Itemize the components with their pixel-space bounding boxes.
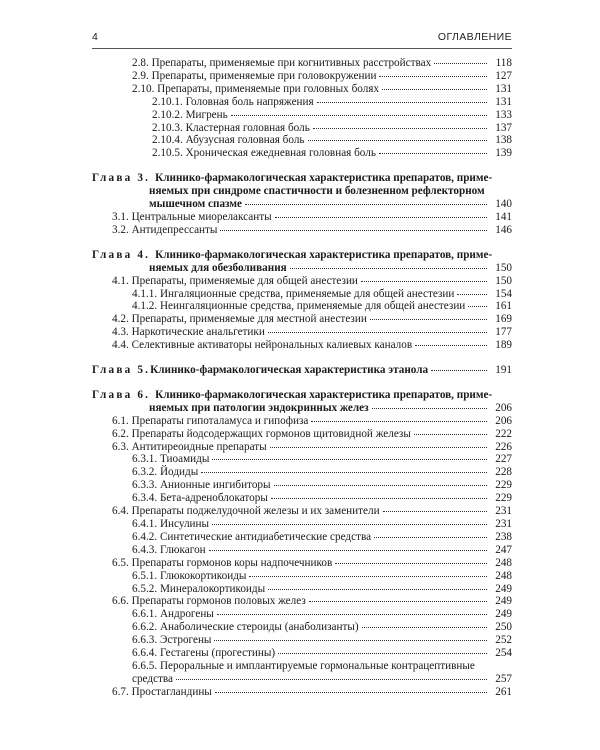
toc-entry[interactable] [92, 595, 512, 608]
toc-page-number: 249 [495, 595, 512, 608]
toc-page-number: 161 [495, 300, 512, 313]
toc-entry[interactable] [92, 647, 512, 660]
toc-line [132, 647, 512, 660]
dot-leader [309, 601, 487, 602]
dot-leader [209, 550, 487, 551]
running-title: ОГЛАВЛЕНИЕ [437, 31, 512, 43]
chapter-label: Глава 6. [92, 388, 156, 401]
toc-page-number: 138 [495, 134, 512, 147]
dot-leader [414, 434, 487, 435]
toc-entry-title: 6.6.4. Гестагены (прогестины) [132, 647, 276, 660]
toc-page-number: 146 [495, 223, 512, 236]
toc-page-number: 257 [495, 672, 512, 685]
toc-entry[interactable] [92, 313, 512, 326]
toc-line [112, 557, 512, 570]
toc-entry[interactable] [92, 224, 512, 237]
toc-page-number: 127 [495, 69, 512, 82]
page-number: 4 [92, 31, 98, 43]
toc-entry-title: 4.1. Препараты, применяемые для общей анестезии [112, 274, 358, 287]
toc-page-number: 252 [495, 634, 512, 647]
toc-line [132, 492, 512, 505]
dot-leader [379, 76, 487, 77]
toc-page-number: 238 [495, 530, 512, 543]
toc-line [112, 224, 512, 237]
toc-entry-title: 2.8. Препараты, применяемые при когнитивных расстройствах [132, 57, 432, 69]
toc-line [132, 673, 512, 686]
dot-leader [311, 421, 487, 422]
toc-entry-title: 6.3.2. Йодиды [132, 466, 199, 479]
toc-entry[interactable] [92, 479, 512, 492]
chapter-label: Глава 5. [92, 364, 151, 377]
toc-entry[interactable] [92, 518, 512, 531]
toc-entry-title: 4.1.1. Ингаляционные средства, применяемые для общей анестезии [132, 287, 455, 300]
toc-entry[interactable] [92, 608, 512, 621]
toc-entry[interactable] [92, 109, 512, 122]
toc-entry[interactable] [92, 211, 512, 224]
dot-leader [361, 281, 487, 282]
toc-entry-title: 4.1.2. Неингаляционные средства, применяемые для общей анестезии [132, 300, 466, 313]
dot-leader [249, 576, 487, 577]
toc-line [132, 531, 512, 544]
toc-page-number: 248 [495, 569, 512, 582]
toc-entry[interactable] [92, 621, 512, 634]
toc-line [112, 326, 512, 339]
toc-entry-title: 6.3.1. Тиоамиды [132, 453, 210, 466]
chapter-title: Клинико-фармакологическая характеристика препаратов, приме- [155, 172, 493, 185]
toc-line [112, 428, 512, 441]
dot-leader [212, 459, 487, 460]
toc-entry-title: 6.4.2. Синтетические антидиабетические средства [132, 530, 372, 543]
dot-leader [374, 537, 487, 538]
dot-leader [270, 447, 487, 448]
toc-entry-title: 6.1. Препараты гипоталамуса и гипофиза [112, 414, 309, 427]
toc-entry-title: 6.3. Антитиреоидные препараты [112, 440, 267, 453]
toc-entry[interactable] [92, 441, 512, 454]
toc-entry-title: 6.6.2. Анаболические стероиды (анаболизанты) [132, 621, 359, 634]
chapter-title-line [92, 185, 512, 198]
toc-line [152, 122, 512, 135]
toc-line [112, 505, 512, 518]
toc-entry[interactable] [92, 326, 512, 339]
toc-page-number: 228 [495, 466, 512, 479]
dot-leader [317, 102, 487, 103]
header-rule [92, 48, 512, 49]
toc-entry-title: 6.6.1. Андрогены [132, 608, 214, 621]
dot-leader [217, 614, 487, 615]
toc-page-number: 150 [495, 274, 512, 287]
chapter-title-line [92, 249, 512, 262]
toc-line [132, 518, 512, 531]
toc-chapter[interactable] [92, 172, 512, 211]
dot-leader [383, 511, 487, 512]
chapter-title: Клинико-фармакологическая характеристика препаратов, приме- [155, 248, 493, 261]
toc-entry[interactable] [92, 660, 512, 686]
toc-line [112, 313, 512, 326]
toc-line [92, 402, 512, 415]
page-header [92, 31, 512, 49]
toc-entry[interactable] [92, 570, 512, 583]
toc-entry-title: 2.10.4. Абузусная головная боль [152, 134, 305, 147]
toc-entry[interactable] [92, 288, 512, 301]
toc-entry[interactable] [92, 686, 512, 699]
toc-page-number: 137 [495, 121, 512, 134]
dot-leader [268, 332, 487, 333]
toc-entry[interactable] [92, 96, 512, 109]
toc-entry[interactable] [92, 70, 512, 83]
chapter-label: Глава 4. [92, 248, 156, 261]
dot-leader [214, 640, 487, 641]
toc-entry[interactable] [92, 557, 512, 570]
dot-leader [271, 498, 487, 499]
toc-entry-title: 6.5.2. Минералокортикоиды [132, 582, 266, 595]
toc-line [92, 198, 512, 211]
dot-leader [370, 319, 487, 320]
toc-entry-title: 6.6.5. Пероральные и имплантируемые гормональные контрацептивные [132, 659, 475, 672]
toc-entry[interactable] [92, 83, 512, 96]
toc-entry-title: 6.6. Препараты гормонов половых желез [112, 595, 306, 608]
toc-page-number: 177 [495, 326, 512, 339]
toc-line [132, 57, 512, 70]
chapter-label: Глава 3. [92, 172, 156, 185]
toc-entry[interactable] [92, 634, 512, 647]
toc-chapter[interactable] [92, 389, 512, 415]
chapter-title: няемых при патологии эндокринных желез [149, 401, 369, 414]
toc-line [132, 634, 512, 647]
toc-line [112, 339, 512, 352]
toc-page-number: 131 [495, 82, 512, 95]
toc-entry-title: 4.4. Селективные активаторы нейрональных калиевых каналов [112, 339, 413, 352]
toc-entry-title: 6.5. Препараты гормонов коры надпочечников [112, 556, 333, 569]
chapter-title: няемых при синдроме спастичности и болезненном рефлекторном [149, 185, 485, 198]
toc-page-number: 139 [495, 147, 512, 160]
dot-leader [290, 268, 487, 269]
toc-page-number: 226 [495, 440, 512, 453]
toc-entry[interactable] [92, 57, 512, 70]
dot-leader [268, 589, 487, 590]
toc-entry[interactable] [92, 453, 512, 466]
toc-line [112, 686, 512, 699]
toc-line [112, 275, 512, 288]
dot-leader [335, 563, 487, 564]
dot-leader [431, 370, 487, 371]
dot-leader [468, 306, 487, 307]
toc-line [132, 83, 512, 96]
toc-entry[interactable] [92, 544, 512, 557]
toc-page-number: 131 [495, 95, 512, 108]
dot-leader [212, 524, 487, 525]
toc-line [132, 453, 512, 466]
toc-entry[interactable] [92, 466, 512, 479]
toc-page-number: 247 [495, 543, 512, 556]
toc-entry-title: 6.6.3. Эстрогены [132, 634, 212, 647]
toc-line [152, 134, 512, 147]
dot-leader [274, 485, 487, 486]
chapter-title: мышечном спазме [149, 198, 242, 211]
chapter-title-line [92, 389, 512, 402]
toc-entry-title: 2.10.2. Мигрень [152, 108, 228, 121]
toc-entry[interactable] [92, 415, 512, 428]
toc-page-number: 154 [495, 287, 512, 300]
dot-leader [215, 692, 487, 693]
toc-line [132, 583, 512, 596]
toc-line [132, 466, 512, 479]
toc-page-number: 249 [495, 582, 512, 595]
toc-entry-title: 2.10.1. Головная боль напряжения [152, 95, 314, 108]
toc-line [112, 415, 512, 428]
dot-leader [457, 294, 487, 295]
toc-line [132, 544, 512, 557]
toc-entry-title: 6.5.1. Глюкокортикоиды [132, 569, 247, 582]
toc-line [132, 570, 512, 583]
toc-page-number: 248 [495, 556, 512, 569]
toc-entry-title: 6.2. Препараты йодсодержащих гормонов щитовидной железы [112, 427, 411, 440]
toc-page-number: 229 [495, 479, 512, 492]
toc-entry-title: 2.10.3. Кластерная головная боль [152, 121, 310, 134]
toc-page-number: 249 [495, 608, 512, 621]
toc-line [92, 364, 512, 377]
toc-page-number: 133 [495, 108, 512, 121]
toc-entry-title: 3.2. Антидепрессанты [112, 223, 218, 236]
toc-line [132, 300, 512, 313]
dot-leader [176, 679, 487, 680]
toc-line [132, 479, 512, 492]
toc-page-number: 231 [495, 505, 512, 518]
toc-line [152, 96, 512, 109]
toc-entry[interactable] [92, 583, 512, 596]
toc-page-number: 150 [495, 261, 512, 274]
toc-line [112, 441, 512, 454]
toc-page-number: 118 [495, 57, 512, 69]
toc-entry[interactable] [92, 134, 512, 147]
toc-entry[interactable] [92, 505, 512, 518]
toc-entry-title: 3.1. Центральные миорелаксанты [112, 210, 272, 223]
toc-entry-title: 6.3.4. Бета-адреноблокаторы [132, 492, 268, 505]
dot-leader [278, 653, 487, 654]
toc-page-number: 140 [495, 198, 512, 211]
dot-leader [220, 230, 487, 231]
toc-entry[interactable] [92, 428, 512, 441]
toc-entry[interactable] [92, 275, 512, 288]
toc-page-number: 141 [495, 210, 512, 223]
toc-entry-title: 2.9. Препараты, применяемые при головокружении [132, 69, 377, 82]
toc-page-number: 206 [495, 414, 512, 427]
toc-entry-title: 6.4.1. Инсулины [132, 518, 210, 530]
toc-entry[interactable] [92, 531, 512, 544]
toc-line [152, 109, 512, 122]
toc-line [132, 608, 512, 621]
toc-line [132, 621, 512, 634]
toc-chapter[interactable] [92, 249, 512, 275]
dot-leader [245, 204, 487, 205]
toc-line [152, 147, 512, 160]
toc-entry-title: 4.2. Препараты, применяемые для местной анестезии [112, 313, 367, 326]
dot-leader [382, 89, 487, 90]
toc-chapter[interactable] [92, 364, 512, 377]
dot-leader [434, 63, 487, 64]
dot-leader [379, 153, 487, 154]
toc-entry-title: средства [132, 672, 174, 685]
toc-line [112, 595, 512, 608]
chapter-title: Клинико-фармакологическая характеристика препаратов, приме- [155, 388, 493, 401]
toc-line [112, 211, 512, 224]
toc-page-number: 254 [495, 647, 512, 660]
toc-entry[interactable] [92, 122, 512, 135]
toc-page-number: 231 [495, 518, 512, 530]
toc-entry-title: 2.10. Препараты, применяемые при головных болях [132, 82, 380, 95]
toc-entry[interactable] [92, 492, 512, 505]
toc-entry-title: 4.3. Наркотические анальгетики [112, 326, 265, 339]
chapter-title: няемых для обезболивания [149, 261, 287, 274]
toc-entry-line [132, 660, 512, 673]
toc-page-number: 261 [495, 685, 512, 698]
dot-leader [231, 115, 487, 116]
toc-entry-title: 6.4.3. Глюкагон [132, 543, 206, 556]
toc-page-number: 229 [495, 492, 512, 505]
toc-entry[interactable] [92, 339, 512, 352]
toc-page-number: 206 [495, 401, 512, 414]
chapter-title-line [92, 172, 512, 185]
toc-entry-title: 6.7. Простагландины [112, 685, 212, 698]
toc-entry-title: 6.3.3. Анионные ингибиторы [132, 479, 271, 492]
chapter-title: Клинико-фармакологическая характеристика этанола [150, 364, 429, 377]
toc-line [92, 262, 512, 275]
toc-entry-title: 6.4. Препараты поджелудочной железы и их заменители [112, 505, 380, 518]
table-of-contents [92, 57, 512, 699]
toc-entry-title: 2.10.5. Хроническая ежедневная головная боль [152, 147, 376, 160]
dot-leader [362, 627, 487, 628]
dot-leader [308, 140, 487, 141]
dot-leader [313, 128, 487, 129]
toc-page-number: 191 [495, 364, 512, 377]
dot-leader [372, 408, 487, 409]
toc-line [132, 70, 512, 83]
toc-page-number: 227 [495, 453, 512, 466]
dot-leader [275, 217, 487, 218]
toc-line [132, 288, 512, 301]
dot-leader [201, 472, 487, 473]
toc-page-number: 222 [495, 427, 512, 440]
toc-page-number: 189 [495, 339, 512, 352]
toc-page-number: 169 [495, 313, 512, 326]
toc-entry[interactable] [92, 300, 512, 313]
dot-leader [415, 345, 487, 346]
toc-entry[interactable] [92, 147, 512, 160]
toc-page-number: 250 [495, 621, 512, 634]
